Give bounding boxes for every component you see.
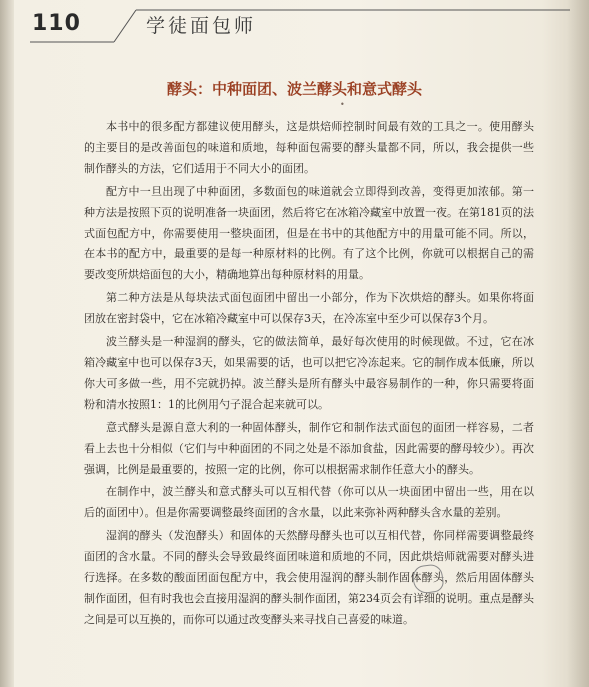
- page-header: [30, 8, 570, 42]
- paragraph: 本书中的很多配方都建议使用酵头，这是烘焙师控制时间最有效的工具之一。使用酵头的主要目的是改善面包的味道和质地，每种面包需要的酵头量都不同，所以，我会提供一些制作酵头的方法，它们适用于不同大小的面团。: [84, 120, 534, 175]
- paragraph: 意式酵头是源自意大利的一种固体酵头，制作它和制作法式面包的面团一样容易，二者看上去也十分相似（它们与中种面团的不同之处是不添加食盐，因此需要的酵母较少）。再次强调，比例是最重要的，按照一定的比例，你可以根据需求制作任意大小的酵头。: [84, 420, 534, 476]
- paragraph: 波兰酵头是一种湿润的酵头，它的做法简单，最好每次使用的时候现做。不过，它在冰箱冷藏室中也可以保存3天，如果需要的话，也可以把它冷冻起来。它的制作成本低廉，所以你大可多做一些，用不完就扔掉。波兰酵头是所有酵头中最容易制作的一种，你只需要将面粉和清水按照1：1的比例用勺子混合起来就可以。: [84, 335, 534, 411]
- paragraph: 湿润的酵头（发泡酵头）和固体的天然酵母酵头也可以互相代替，你同样需要调整最终面团的含水量。不同的酵头会导致最终面团味道和质地的不同，因此烘焙师就需要对酵头进行选择。在多数的酸面团面包配方中，我会使用湿润的酵头制作固体酵头，然后用固体酵头制作面团，但有时我也会直接用湿润的酵头制作面团，第234页会有详细的说明。重点是酵头之间是可以互换的，而你可以通过改变酵头来寻找自己喜爱的味道。: [84, 529, 534, 626]
- decorative-dot: •: [340, 100, 345, 109]
- page-number: 110: [32, 11, 81, 36]
- page-edge-shadow: [567, 0, 589, 687]
- paragraph: 配方中一旦出现了中种面团，多数面包的味道就会立即得到改善，变得更加浓郁。第一种方法是按照下页的说明准备一块面团，然后将它在冰箱冷藏室中放置一夜。在第181页的法式面包配方中，你需要使用一整块面团，但是在书中的其他配方中的用量可能不同。所以，在本书的配方中，最重要的是每一种原材料的比例。有了这个比例，你就可以根据自己的需要改变所烘焙面包的大小，精确地算出每种原材料的用量。: [84, 184, 534, 282]
- section-title: 酵头：中种面团、波兰酵头和意式酵头: [166, 80, 422, 98]
- paragraph: 第二种方法是从每块法式面包面团中留出一小部分，作为下次烘焙的酵头。如果你将面团放在密封袋中，它在冰箱冷藏室中可以保存3天，在冷冻室中至少可以保存3个月。: [84, 291, 534, 326]
- book-title: 学徒面包师: [146, 15, 257, 37]
- body-text: [84, 117, 534, 631]
- paragraph: 在制作中，波兰酵头和意式酵头可以互相代替（你可以从一块面团中留出一些，用在以后的面团中）。但是你需要调整最终面团的含水量，以此来弥补两种酵头含水量的差别。: [84, 485, 534, 520]
- header-rule-line: [30, 8, 570, 44]
- page-gutter: [0, 0, 14, 687]
